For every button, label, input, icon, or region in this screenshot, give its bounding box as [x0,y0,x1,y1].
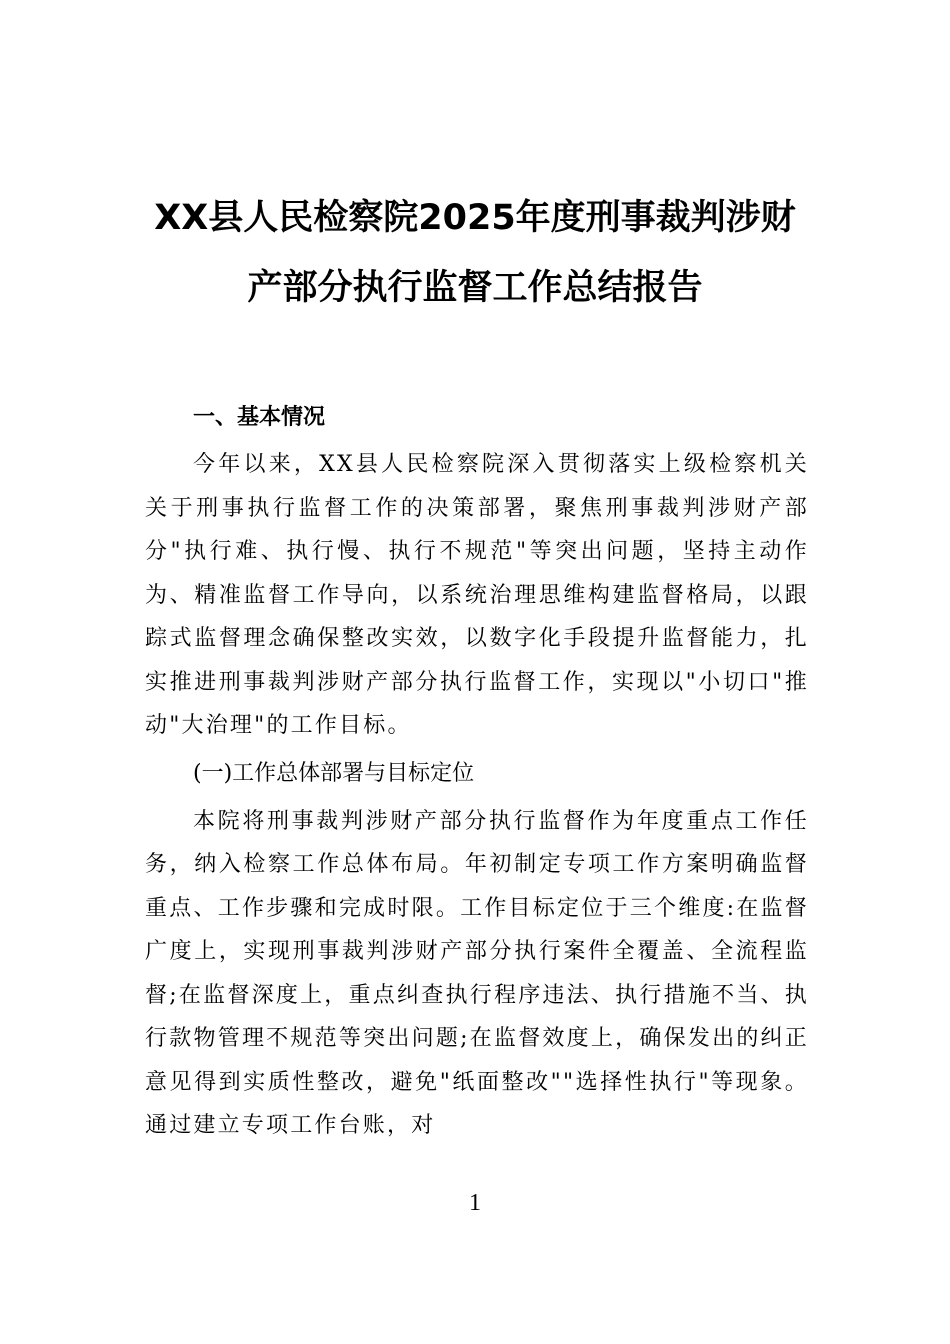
paragraph-deployment: 本院将刑事裁判涉财产部分执行监督作为年度重点工作任务，纳入检察工作总体布局。年初制定专项工作方案明确监督重点、工作步骤和完成时限。工作目标定位于三个维度:在监督广度上，实现刑事裁判涉财产部分执行案件全覆盖、全流程监督;在监督深度上，重点纠查执行程序违法、执行措施不当、执行款物管理不规范等突出问题;在监督效度上，确保发出的纠正意见得到实质性整改，避免"纸面整改""选择性执行"等现象。通过建立专项工作台账，对 [145,808,809,1138]
section-heading-basic-situation: 一、基本情况 [193,405,326,430]
document-body [145,398,809,1148]
paragraph-basic-situation: 今年以来，XX县人民检察院深入贯彻落实上级检察机关关于刑事执行监督工作的决策部署，聚焦刑事裁判涉财产部分"执行难、执行慢、执行不规范"等突出问题，坚持主动作为、精准监督工作导向，以系统治理思维构建监督格局，以跟踪式监督理念确保整改实效，以数字化手段提升监督能力，扎实推进刑事裁判涉财产部分执行监督工作，实现以"小切口"推动"大治理"的工作目标。 [145,452,809,738]
document-title-line-1: XX县人民检察院2025年度刑事裁判涉财 [154,198,796,238]
subsection-heading-deployment: (一)工作总体部署与目标定位 [193,760,475,786]
document-title-line-2: 产部分执行监督工作总结报告 [247,268,703,308]
page-number: 1 [469,1190,481,1216]
